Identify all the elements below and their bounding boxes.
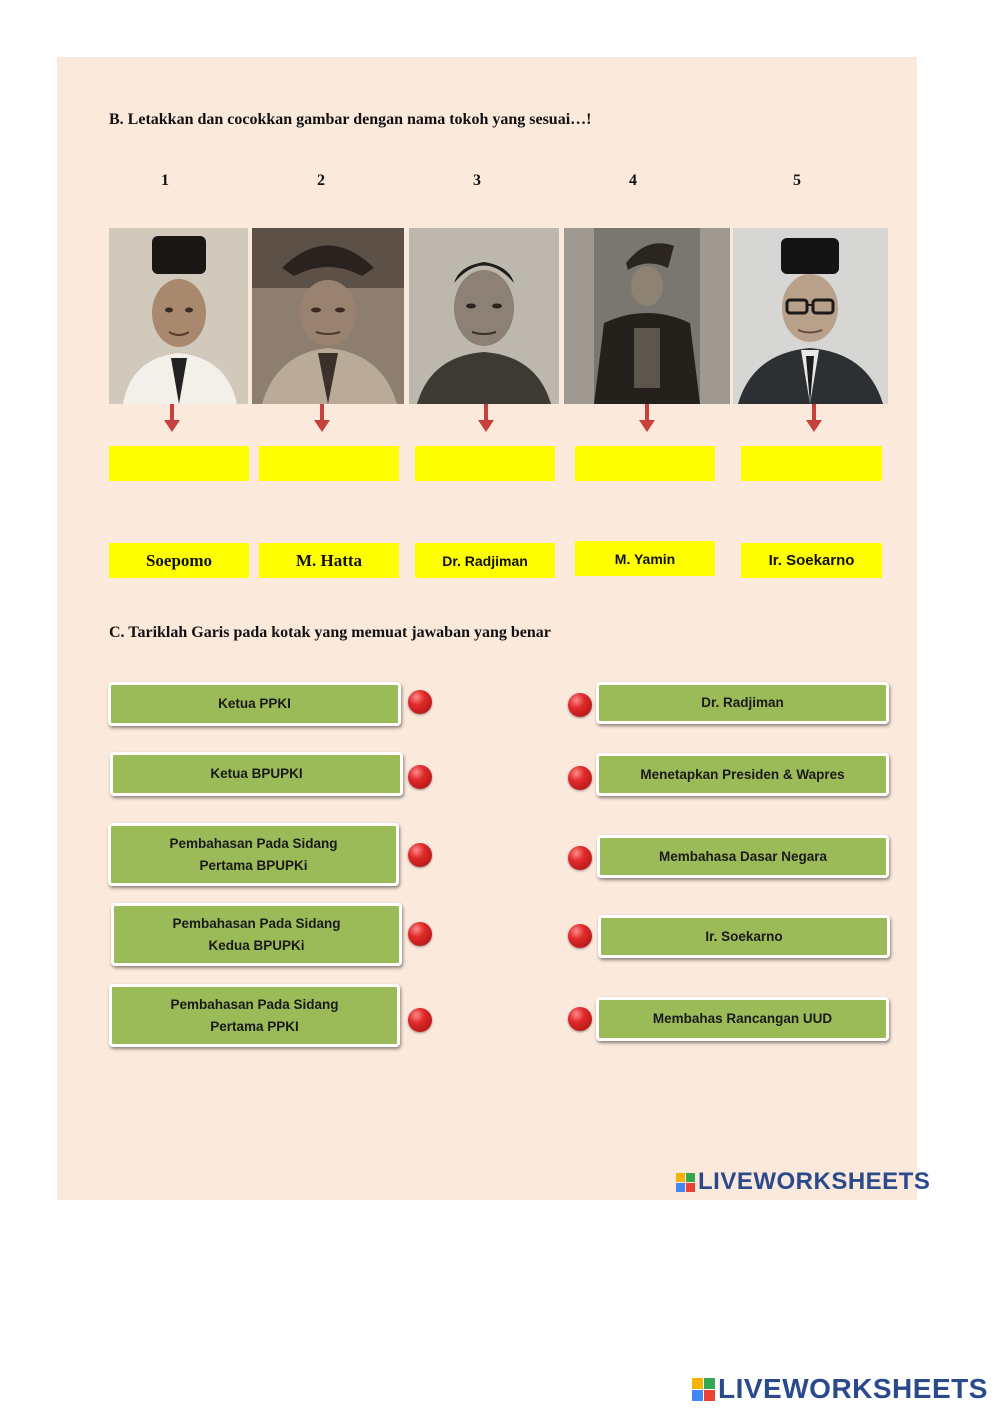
liveworksheets-grid-icon bbox=[692, 1378, 715, 1401]
drop-target-1[interactable] bbox=[109, 446, 249, 481]
section-b-title: B. Letakkan dan cocokkan gambar dengan nama tokoh yang sesuai…! bbox=[109, 111, 592, 128]
portrait-photo-3 bbox=[409, 228, 559, 404]
drop-target-5[interactable] bbox=[741, 446, 882, 481]
right-connector-dot-5[interactable] bbox=[568, 1007, 592, 1031]
arrow-down-icon bbox=[312, 404, 332, 434]
left-box-1-line1: Ketua PPKI bbox=[218, 696, 291, 711]
portrait-photo-4 bbox=[564, 228, 730, 404]
right-box-3[interactable]: Membahasa Dasar Negara bbox=[597, 835, 889, 878]
left-box-2-line1: Ketua BPUPKI bbox=[210, 766, 303, 781]
left-box-5-line2: Pertama PPKI bbox=[210, 1018, 299, 1034]
portrait-photo-5 bbox=[733, 228, 888, 404]
liveworksheets-text: LIVEWORKSHEETS bbox=[718, 1373, 988, 1404]
right-box-2[interactable]: Menetapkan Presiden & Wapres bbox=[596, 753, 889, 796]
number-2: 2 bbox=[317, 172, 325, 189]
left-box-5[interactable] bbox=[109, 984, 400, 1047]
left-connector-dot-4[interactable] bbox=[408, 922, 432, 946]
name-card-radjiman[interactable]: Dr. Radjiman bbox=[415, 543, 555, 578]
left-box-4[interactable] bbox=[111, 903, 402, 966]
left-box-5-line1: Pembahasan Pada Sidang bbox=[170, 996, 339, 1012]
left-connector-dot-1[interactable] bbox=[408, 690, 432, 714]
left-box-3[interactable] bbox=[108, 823, 399, 886]
drop-target-2[interactable] bbox=[259, 446, 399, 481]
right-connector-dot-4[interactable] bbox=[568, 924, 592, 948]
liveworksheets-grid-icon bbox=[676, 1173, 695, 1192]
number-1: 1 bbox=[161, 172, 169, 189]
name-card-yamin[interactable]: M. Yamin bbox=[575, 541, 715, 576]
right-box-4[interactable]: Ir. Soekarno bbox=[598, 915, 890, 958]
left-box-3-line2: Pertama BPUPKi bbox=[199, 857, 308, 873]
right-box-5[interactable]: Membahas Rancangan UUD bbox=[596, 997, 889, 1041]
right-box-1[interactable]: Dr. Radjiman bbox=[596, 682, 889, 724]
name-card-soepomo[interactable]: Soepomo bbox=[109, 543, 249, 578]
arrow-down-icon bbox=[637, 404, 657, 434]
name-card-soekarno[interactable]: Ir. Soekarno bbox=[741, 543, 882, 578]
arrow-down-icon bbox=[476, 404, 496, 434]
right-connector-dot-2[interactable] bbox=[568, 766, 592, 790]
left-connector-dot-2[interactable] bbox=[408, 765, 432, 789]
right-connector-dot-1[interactable] bbox=[568, 693, 592, 717]
left-box-4-line2: Kedua BPUPKi bbox=[208, 937, 305, 953]
number-5: 5 bbox=[793, 172, 801, 189]
left-connector-dot-3[interactable] bbox=[408, 843, 432, 867]
arrow-down-icon bbox=[804, 404, 824, 434]
number-3: 3 bbox=[473, 172, 481, 189]
number-4: 4 bbox=[629, 172, 637, 189]
left-box-2[interactable] bbox=[110, 752, 403, 796]
liveworksheets-logo-inner bbox=[676, 1168, 930, 1196]
left-connector-dot-5[interactable] bbox=[408, 1008, 432, 1032]
left-box-1[interactable] bbox=[108, 682, 401, 726]
name-card-hatta[interactable]: M. Hatta bbox=[259, 543, 399, 578]
liveworksheets-logo-footer bbox=[692, 1373, 988, 1405]
portrait-photo-1 bbox=[109, 228, 248, 404]
section-c-title: C. Tariklah Garis pada kotak yang memuat jawaban yang benar bbox=[109, 624, 551, 641]
right-connector-dot-3[interactable] bbox=[568, 846, 592, 870]
arrow-down-icon bbox=[162, 404, 182, 434]
left-box-4-line1: Pembahasan Pada Sidang bbox=[172, 915, 341, 931]
liveworksheets-text: LIVEWORKSHEETS bbox=[698, 1168, 931, 1195]
left-box-3-line1: Pembahasan Pada Sidang bbox=[169, 835, 338, 851]
portrait-photo-2 bbox=[252, 228, 404, 404]
drop-target-3[interactable] bbox=[415, 446, 555, 481]
drop-target-4[interactable] bbox=[575, 446, 715, 481]
